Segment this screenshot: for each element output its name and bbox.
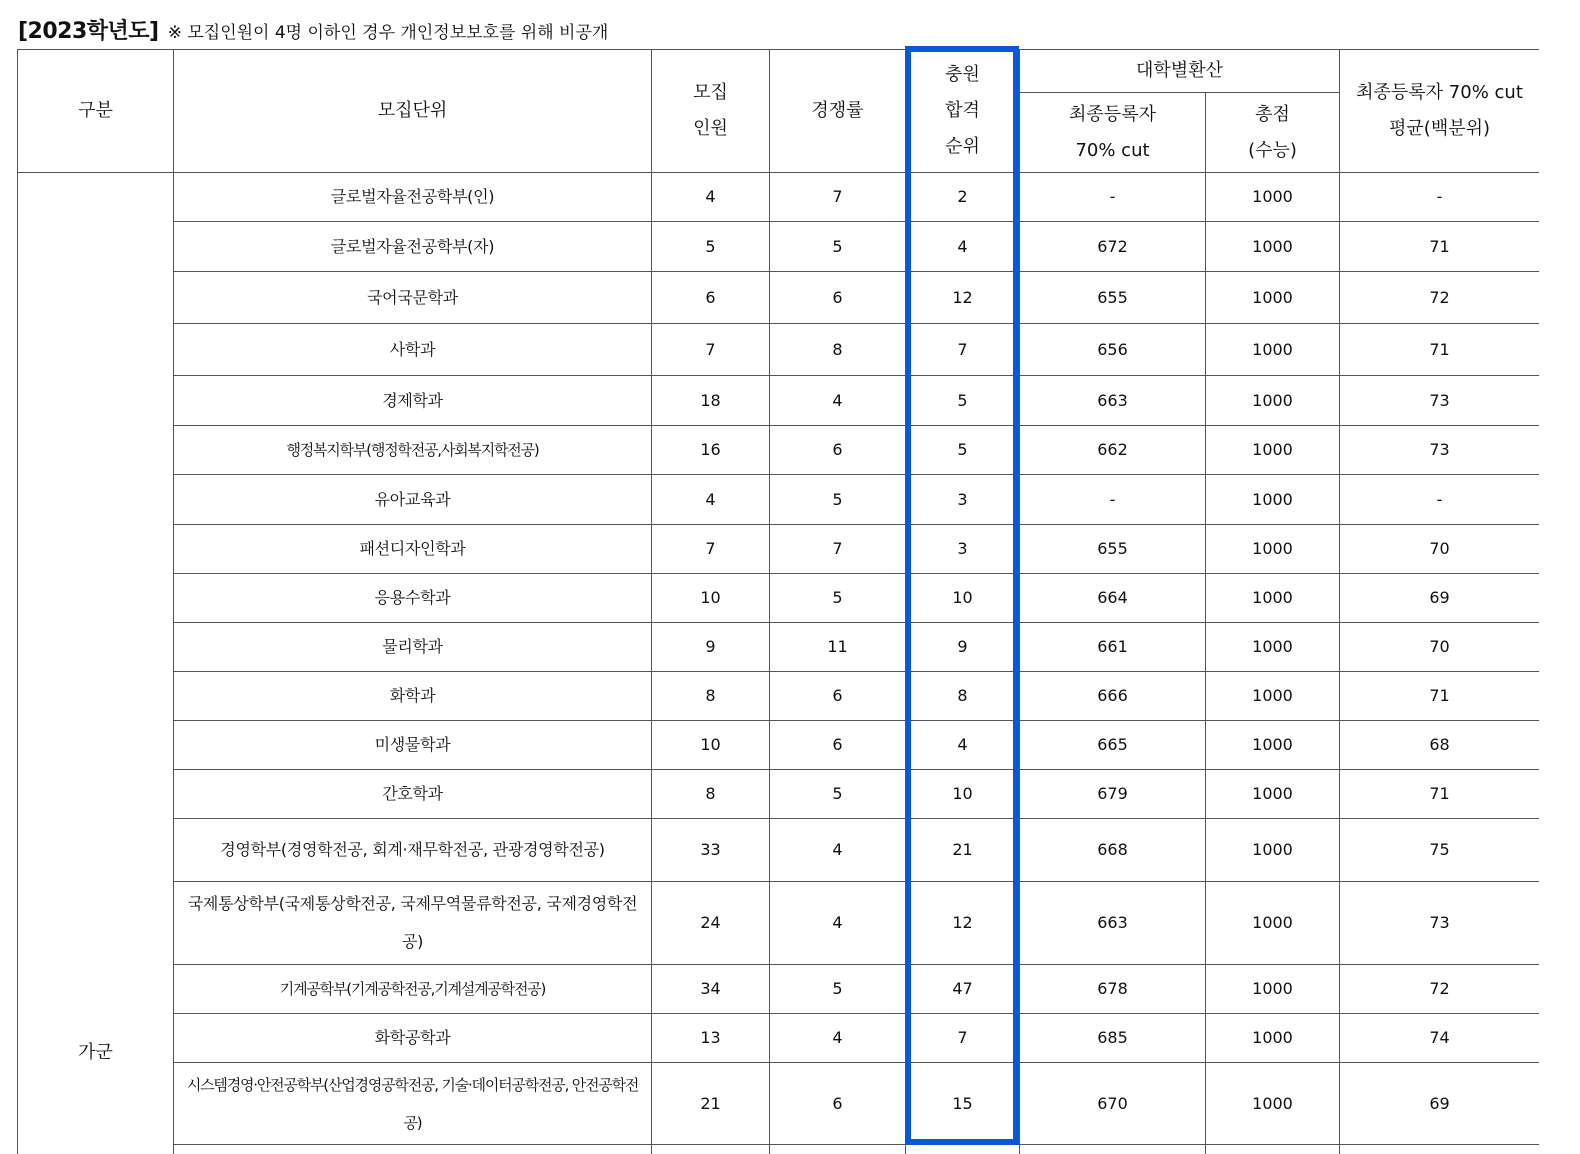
cell-competition: 5 xyxy=(770,965,906,1014)
cell-quota: 7 xyxy=(652,525,770,574)
cell-rank: 2 xyxy=(906,173,1020,222)
cell-unit: 간호학과 xyxy=(174,770,652,819)
cell-cut: 668 xyxy=(1020,819,1206,882)
header-category: 구분 xyxy=(18,50,174,173)
cell-competition: 6 xyxy=(770,426,906,475)
cell-total: 1000 xyxy=(1206,819,1340,882)
cell-rank: 12 xyxy=(906,882,1020,965)
cell-total: 1000 xyxy=(1206,376,1340,426)
cell-total: 1000 xyxy=(1206,475,1340,525)
cell-avg: 69 xyxy=(1340,574,1539,623)
cell-rank: 3 xyxy=(906,525,1020,574)
cell-cut: 661 xyxy=(1020,623,1206,672)
table-row xyxy=(18,770,1540,819)
cell-competition: 4 xyxy=(770,376,906,426)
cell-total: 1000 xyxy=(1206,426,1340,475)
title-year: [2023학년도] xyxy=(18,19,159,44)
cell-unit: 기계공학부(기계공학전공,기계설계공학전공) xyxy=(174,965,652,1014)
cell-competition: 4 xyxy=(770,819,906,882)
table-row xyxy=(18,721,1540,770)
cell-rank: 7 xyxy=(906,324,1020,376)
cell-total: 1000 xyxy=(1206,721,1340,770)
cell-cut: 664 xyxy=(1020,574,1206,623)
cell-competition: 6 xyxy=(770,672,906,721)
cell-avg: 72 xyxy=(1340,965,1539,1014)
cell-avg: 69 xyxy=(1340,1063,1539,1145)
header-cut xyxy=(1020,93,1206,173)
cell-avg: 70 xyxy=(1340,525,1539,574)
cell-cut: 666 xyxy=(1020,672,1206,721)
cell-total: 1000 xyxy=(1206,672,1340,721)
cell-rank: 9 xyxy=(906,623,1020,672)
cell-cut: 663 xyxy=(1020,376,1206,426)
cell-quota: 13 xyxy=(652,1014,770,1063)
cell-unit: 경제학과 xyxy=(174,376,652,426)
cell-quota: 5 xyxy=(652,222,770,272)
header-converted-group: 대학별환산 xyxy=(1020,50,1340,93)
cell-unit: 글로벌자율전공학부(인) xyxy=(174,173,652,222)
cell-rank: 4 xyxy=(906,222,1020,272)
cell-avg: - xyxy=(1340,475,1539,525)
cell-unit: 국어국문학과 xyxy=(174,272,652,324)
cell-rank: 15 xyxy=(906,1063,1020,1145)
cell-unit: 국제통상학부(국제통상학전공, 국제무역물류학전공, 국제경영학전공) xyxy=(174,882,652,965)
cell-rank: 3 xyxy=(906,475,1020,525)
cell-avg: 71 xyxy=(1340,324,1539,376)
cell-avg: 73 xyxy=(1340,376,1539,426)
cell-cut: 662 xyxy=(1020,426,1206,475)
cell-total: 1000 xyxy=(1206,965,1340,1014)
table-row xyxy=(18,324,1540,376)
cell-avg: 68 xyxy=(1340,721,1539,770)
cell-total: 1000 xyxy=(1206,882,1340,965)
cell-avg: 74 xyxy=(1340,1014,1539,1063)
cell-rank: 5 xyxy=(906,376,1020,426)
cell-total: 1000 xyxy=(1206,770,1340,819)
cell-rank: 7 xyxy=(906,1014,1020,1063)
table-row xyxy=(18,376,1540,426)
cell-unit: 응용수학과 xyxy=(174,574,652,623)
header-avg xyxy=(1340,50,1539,173)
table-row xyxy=(18,426,1540,475)
cell-total: 1000 xyxy=(1206,324,1340,376)
cell-rank: 8 xyxy=(906,672,1020,721)
cell-competition: 6 xyxy=(770,1063,906,1145)
cell-competition: 5 xyxy=(770,475,906,525)
table-header xyxy=(18,50,1540,173)
table-row xyxy=(18,222,1540,272)
cell-unit: 글로벌자율전공학부(자) xyxy=(174,222,652,272)
cell-quota: 34 xyxy=(652,965,770,1014)
cell-unit: 사학과 xyxy=(174,324,652,376)
cell-unit: 화학공학과 xyxy=(174,1014,652,1063)
table-row xyxy=(18,623,1540,672)
header-competition: 경쟁률 xyxy=(770,50,906,173)
cell-cut: - xyxy=(1020,173,1206,222)
cell-cut: 670 xyxy=(1020,1063,1206,1145)
cell-avg: 73 xyxy=(1340,882,1539,965)
cell-unit: 유아교육과 xyxy=(174,475,652,525)
cell-unit: 행정복지학부(행정학전공,사회복지학전공) xyxy=(174,426,652,475)
cell-avg: - xyxy=(1340,173,1539,222)
table-row xyxy=(18,1145,1540,1154)
header-rank-line1: 충원 xyxy=(945,64,980,85)
cell-total: 1000 xyxy=(1206,623,1340,672)
table-row xyxy=(18,272,1540,324)
cell-quota: 8 xyxy=(652,770,770,819)
cell-cut: - xyxy=(1020,475,1206,525)
cell-avg: 73 xyxy=(1340,426,1539,475)
cell-competition: 7 xyxy=(770,525,906,574)
cell-avg: 71 xyxy=(1340,770,1539,819)
cell-unit: 경영학부(경영학전공, 회계·재무학전공, 관광경영학전공) xyxy=(174,819,652,882)
cell-total: 1000 xyxy=(1206,222,1340,272)
cell-rank: 12 xyxy=(906,272,1020,324)
cell-unit: 패션디자인학과 xyxy=(174,525,652,574)
cell-avg: 70 xyxy=(1340,623,1539,672)
cell-total xyxy=(1206,1145,1340,1154)
cell-cut: 679 xyxy=(1020,770,1206,819)
header-rank-line3: 순위 xyxy=(945,136,980,157)
table-row xyxy=(18,965,1540,1014)
cell-quota: 10 xyxy=(652,721,770,770)
page-title xyxy=(18,14,608,48)
cell-rank: 47 xyxy=(906,965,1020,1014)
table-row xyxy=(18,819,1540,882)
cell-total: 1000 xyxy=(1206,574,1340,623)
cell-quota: 7 xyxy=(652,324,770,376)
cell-competition: 5 xyxy=(770,770,906,819)
header-quota xyxy=(652,50,770,173)
cell-cut: 672 xyxy=(1020,222,1206,272)
cell-avg: 71 xyxy=(1340,222,1539,272)
table-row xyxy=(18,882,1540,965)
header-unit: 모집단위 xyxy=(174,50,652,173)
cell-quota: 8 xyxy=(652,672,770,721)
table-row xyxy=(18,173,1540,222)
header-avg-line2: 평균(백분위) xyxy=(1389,118,1491,139)
cell-unit: 미생물학과 xyxy=(174,721,652,770)
cell-rank: 5 xyxy=(906,426,1020,475)
cell-unit xyxy=(174,1145,652,1154)
cell-cut: 655 xyxy=(1020,272,1206,324)
table-body xyxy=(18,173,1540,1154)
cell-cut: 663 xyxy=(1020,882,1206,965)
cell-avg: 72 xyxy=(1340,272,1539,324)
cell-cut xyxy=(1020,1145,1206,1154)
cell-total: 1000 xyxy=(1206,1063,1340,1145)
group-cell: 가군 xyxy=(18,173,174,1154)
cell-rank: 10 xyxy=(906,574,1020,623)
cell-quota: 24 xyxy=(652,882,770,965)
cell-rank: 21 xyxy=(906,819,1020,882)
cell-avg: 71 xyxy=(1340,672,1539,721)
cell-competition: 11 xyxy=(770,623,906,672)
header-avg-line1: 최종등록자 70% cut xyxy=(1356,82,1523,103)
cell-cut: 678 xyxy=(1020,965,1206,1014)
table-row xyxy=(18,525,1540,574)
results-table xyxy=(17,49,1539,1154)
cell-competition: 4 xyxy=(770,1014,906,1063)
table-row xyxy=(18,1014,1540,1063)
cell-unit: 시스템경영·안전공학부(산업경영공학전공, 기술·데이터공학전공, 안전공학전공) xyxy=(174,1063,652,1145)
cell-quota xyxy=(652,1145,770,1154)
table-row xyxy=(18,475,1540,525)
header-total-line2: (수능) xyxy=(1248,139,1297,161)
title-note: ※ 모집인원이 4명 이하인 경우 개인정보보호를 위해 비공개 xyxy=(167,23,609,43)
header-cut-line2: 70% cut xyxy=(1075,139,1150,161)
table-row xyxy=(18,574,1540,623)
cell-cut: 656 xyxy=(1020,324,1206,376)
cell-quota: 18 xyxy=(652,376,770,426)
results-table-container xyxy=(17,49,1539,1154)
table-row xyxy=(18,672,1540,721)
cell-avg: 75 xyxy=(1340,819,1539,882)
cell-quota: 4 xyxy=(652,475,770,525)
header-rank-line2: 합격 xyxy=(945,100,980,121)
cell-quota: 10 xyxy=(652,574,770,623)
cell-quota: 4 xyxy=(652,173,770,222)
cell-quota: 9 xyxy=(652,623,770,672)
cell-cut: 685 xyxy=(1020,1014,1206,1063)
header-total xyxy=(1206,93,1340,173)
header-total-line1: 총점 xyxy=(1255,103,1290,125)
cell-competition: 6 xyxy=(770,721,906,770)
cell-rank: 4 xyxy=(906,721,1020,770)
cell-competition: 4 xyxy=(770,882,906,965)
cell-rank xyxy=(906,1145,1020,1154)
cell-unit: 화학과 xyxy=(174,672,652,721)
header-quota-line1: 모집 xyxy=(693,82,728,103)
header-cut-line1: 최종등록자 xyxy=(1069,103,1156,125)
cell-competition: 8 xyxy=(770,324,906,376)
cell-competition: 7 xyxy=(770,173,906,222)
cell-quota: 33 xyxy=(652,819,770,882)
cell-quota: 16 xyxy=(652,426,770,475)
cell-avg xyxy=(1340,1145,1539,1154)
cell-total: 1000 xyxy=(1206,272,1340,324)
cell-competition: 5 xyxy=(770,222,906,272)
cell-competition: 5 xyxy=(770,574,906,623)
cell-quota: 6 xyxy=(652,272,770,324)
cell-total: 1000 xyxy=(1206,1014,1340,1063)
cell-rank: 10 xyxy=(906,770,1020,819)
cell-cut: 655 xyxy=(1020,525,1206,574)
cell-quota: 21 xyxy=(652,1063,770,1145)
cell-total: 1000 xyxy=(1206,525,1340,574)
cell-competition xyxy=(770,1145,906,1154)
cell-competition: 6 xyxy=(770,272,906,324)
header-rank xyxy=(906,50,1020,173)
header-quota-line2: 인원 xyxy=(693,118,728,139)
table-row xyxy=(18,1063,1540,1145)
cell-total: 1000 xyxy=(1206,173,1340,222)
cell-unit: 물리학과 xyxy=(174,623,652,672)
cell-cut: 665 xyxy=(1020,721,1206,770)
